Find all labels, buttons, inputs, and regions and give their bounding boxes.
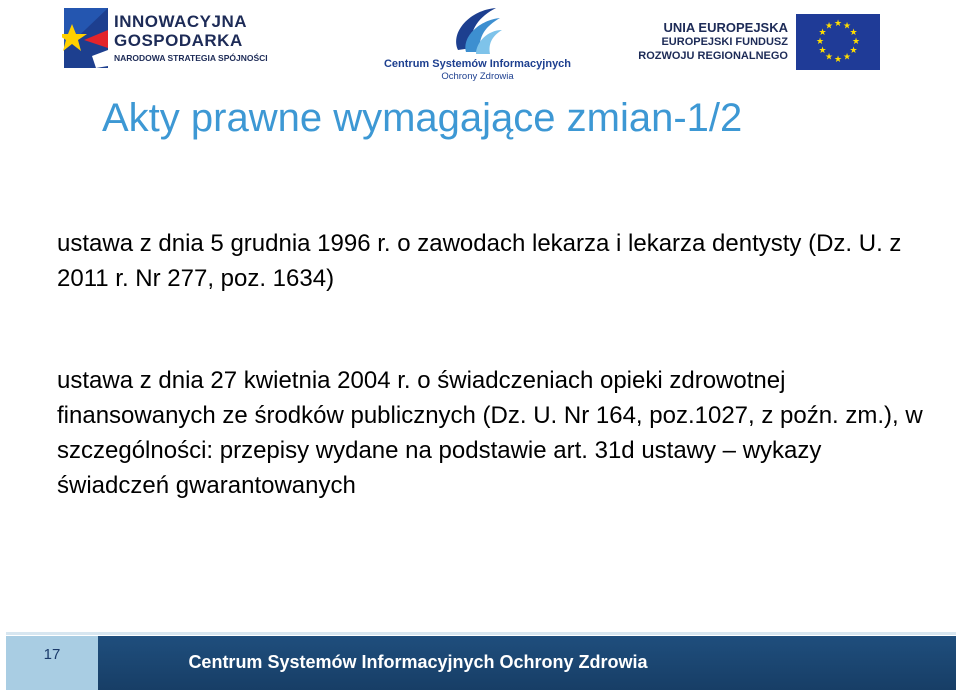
footer-bar (98, 636, 956, 690)
svg-text:★: ★ (849, 28, 858, 38)
svg-text:★: ★ (851, 37, 861, 47)
svg-text:★: ★ (842, 52, 852, 63)
slide-title: Akty prawne wymagające zmian-1/2 (102, 96, 743, 140)
innowacyjna-gospodarka-logo (62, 6, 268, 70)
page-number-box (6, 636, 98, 690)
ue-line3: ROZWOJU REGIONALNEGO (638, 50, 788, 62)
paragraph-act-2: ustawa z dnia 27 kwietnia 2004 r. o świadczeniach opieki zdrowotnej finansowanych ze środków publicznych (Dz. U. Nr 164, poz.1027, z poźn. zm.), w szczególności: przepisy wydane na podstawie art. 31d ustawy – wykazy świadczeń gwarantowanych (57, 367, 923, 499)
svg-text:★: ★ (833, 19, 843, 29)
ig-line3: NARODOWA STRATEGIA SPÓJNOŚCI (114, 53, 268, 63)
csioz-logo (380, 2, 575, 82)
ig-line2: GOSPODARKA (114, 31, 243, 50)
svg-text:★: ★ (833, 55, 843, 65)
svg-text:★: ★ (849, 46, 858, 56)
eu-logo (638, 14, 886, 70)
svg-text:★: ★ (842, 21, 852, 32)
footer-organization: Centrum Systemów Informacyjnych Ochrony Zdrowia (188, 652, 648, 672)
svg-text:★: ★ (818, 46, 827, 56)
csioz-line1: Centrum Systemów Informacyjnych (383, 58, 572, 70)
ue-line1: UNIA EUROPEJSKA (663, 20, 788, 35)
csioz-swirl-icon (380, 2, 575, 58)
slide-footer (0, 632, 960, 691)
ue-line2: EUROPEJSKI FUNDUSZ (661, 36, 788, 48)
ig-line1: INNOWACYJNA (114, 12, 248, 31)
paragraph-act-1: ustawa z dnia 5 grudnia 1996 r. o zawodach lekarza i lekarza dentysty (Dz. U. z 2011 r. Nr 277, poz. 1634) (57, 230, 902, 292)
ig-emblem-icon (62, 6, 110, 70)
csioz-line2: Ochrony Zdrowia (441, 71, 514, 82)
svg-text:★: ★ (824, 21, 834, 32)
svg-text:★: ★ (815, 37, 825, 47)
page-number: 17 (43, 646, 61, 663)
svg-text:★: ★ (818, 28, 827, 38)
eu-flag-icon (796, 14, 880, 70)
svg-text:★: ★ (824, 52, 834, 63)
footer-divider (6, 632, 956, 635)
